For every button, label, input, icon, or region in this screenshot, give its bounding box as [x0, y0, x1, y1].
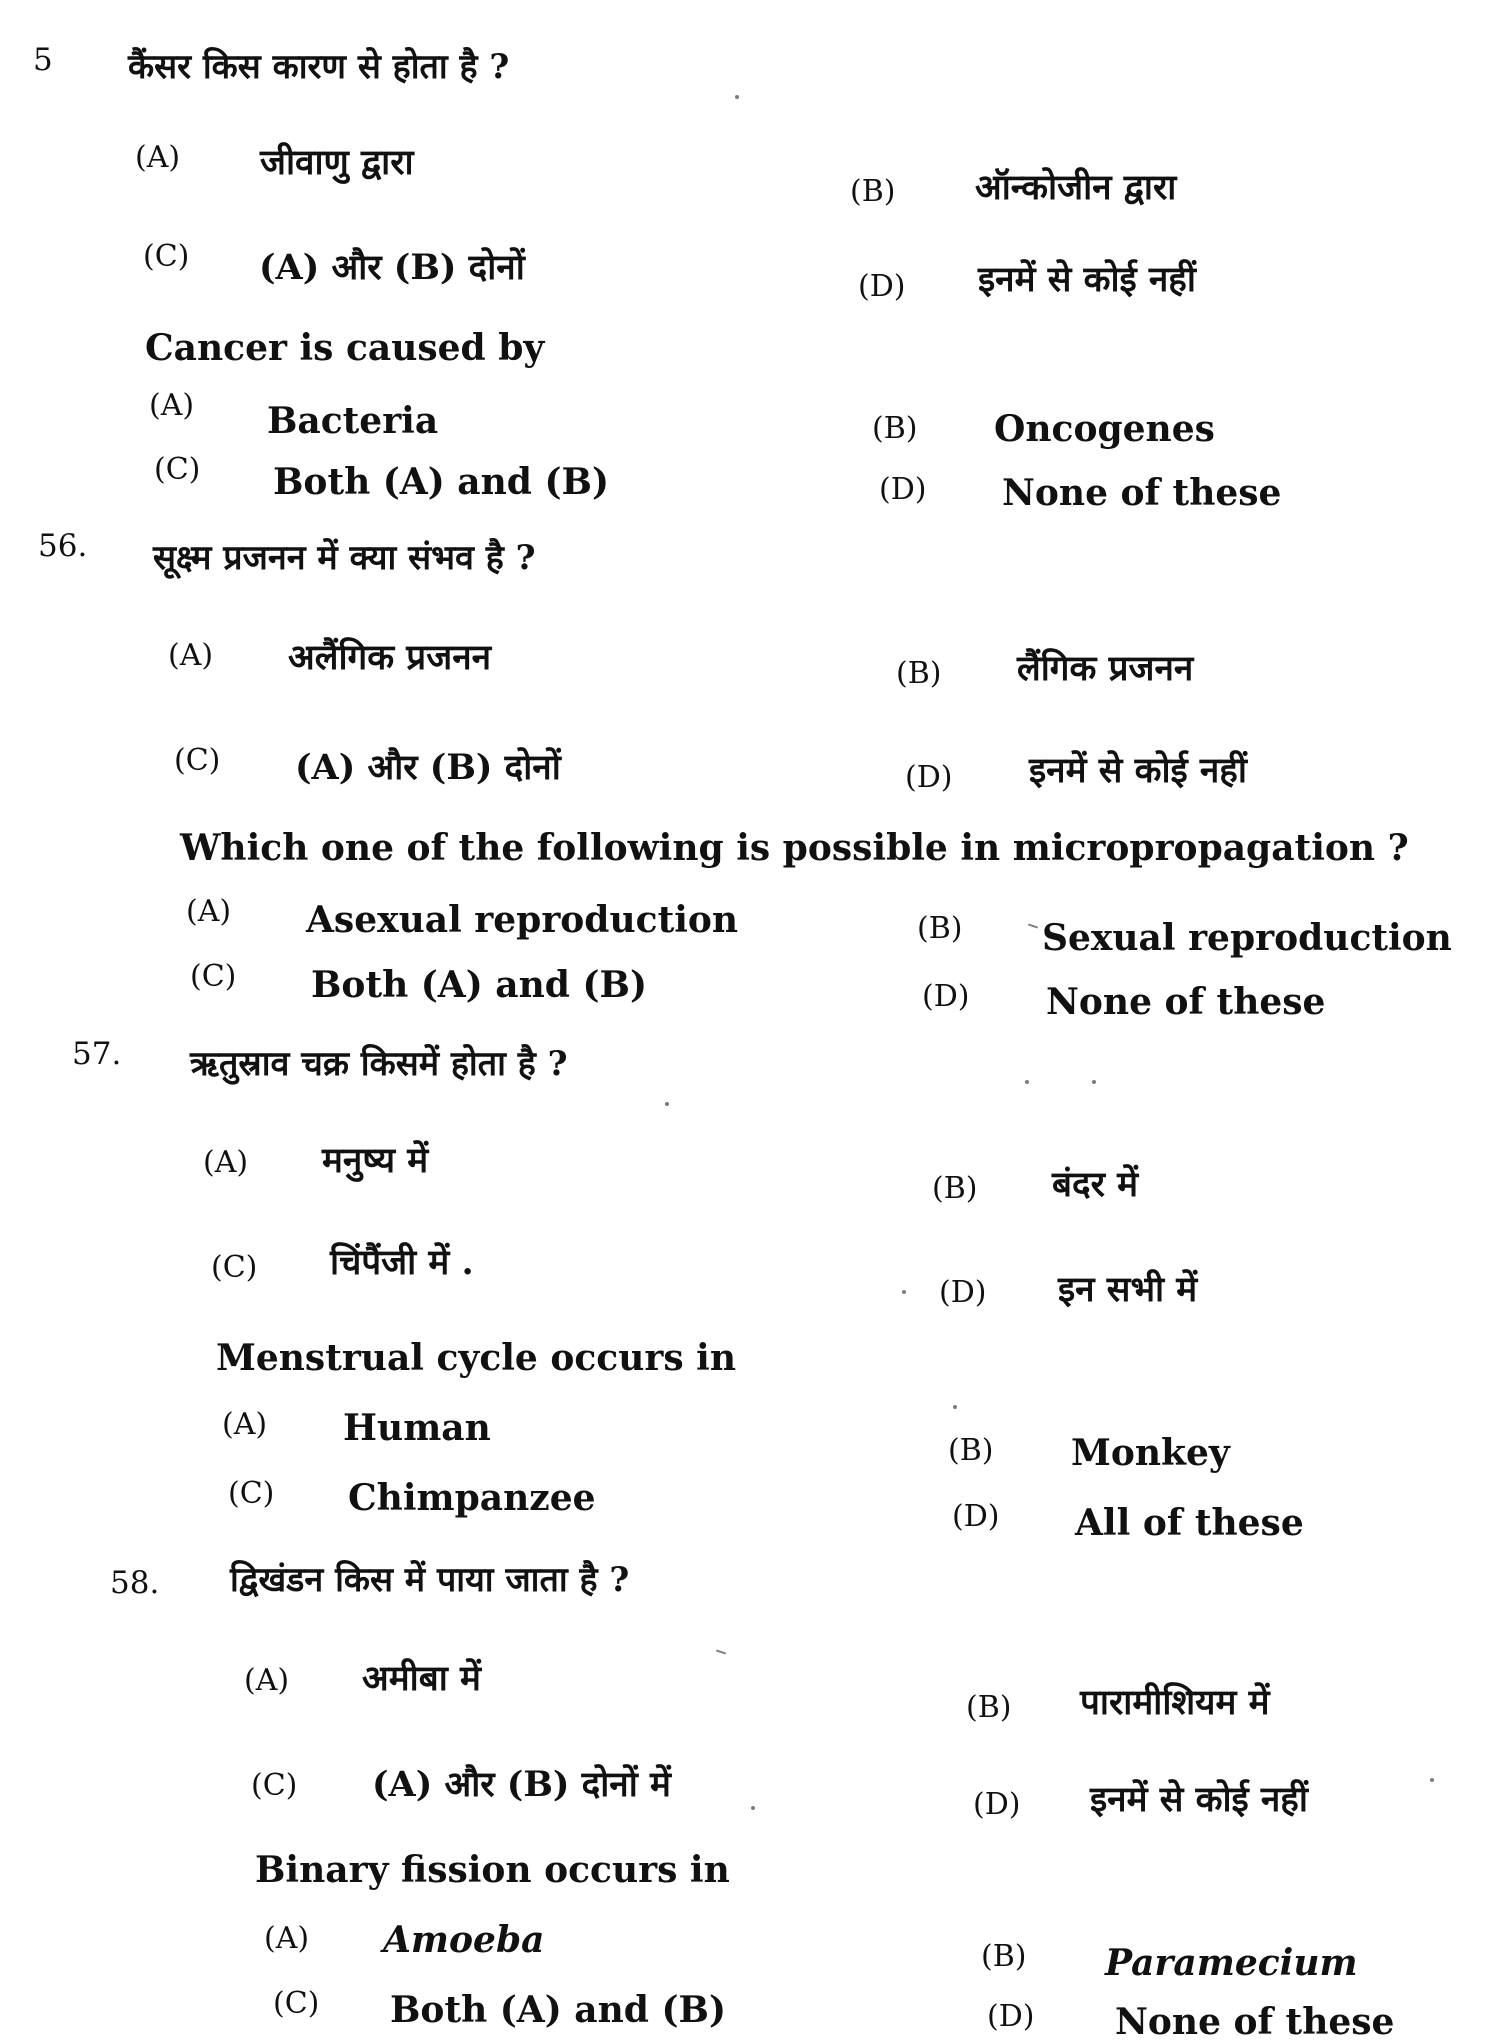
option-label-a: (A)	[135, 140, 181, 175]
question-english: Menstrual cycle occurs in	[216, 1337, 737, 1379]
option-hindi-d: इन सभी में	[1058, 1269, 1198, 1310]
option-hindi-a: जीवाणु द्वारा	[260, 142, 414, 183]
option-english-b: Sexual reproduction	[1042, 917, 1452, 959]
option-label-b: (B)	[896, 656, 942, 691]
option-hindi-b: पारामीशियम में	[1080, 1682, 1270, 1723]
option-label-d: (D)	[922, 979, 970, 1014]
option-hindi-c: (A) और (B) दोनों में	[372, 1764, 671, 1805]
scan-speck	[751, 1806, 755, 1810]
option-label-d: (D)	[973, 1787, 1021, 1822]
option-label-a: (A)	[168, 638, 214, 673]
option-hindi-d: इनमें से कोई नहीं	[1029, 750, 1247, 791]
option-label-b: (B)	[872, 411, 918, 446]
scan-speck	[1092, 1080, 1096, 1084]
option-english-a: Human	[343, 1407, 491, 1449]
question-number: 57.	[72, 1036, 122, 1072]
option-hindi-a: अलैंगिक प्रजनन	[288, 637, 492, 678]
option-label-d: (D)	[905, 760, 953, 795]
option-label-b: (B)	[932, 1171, 978, 1206]
question-number: 5	[33, 42, 53, 78]
question-english: Cancer is caused by	[145, 327, 545, 369]
option-label-a: (A)	[203, 1145, 249, 1180]
option-english-b: Oncogenes	[994, 408, 1215, 450]
option-hindi-a: अमीबा में	[362, 1658, 481, 1699]
option-label-c: (C)	[273, 1986, 320, 2021]
option-label-a: (A)	[264, 1921, 310, 1956]
question-hindi: कैंसर किस कारण से होता है ?	[128, 47, 510, 87]
question-number: 56.	[38, 528, 88, 564]
option-label-b: (B)	[917, 911, 963, 946]
option-label-d: (D)	[987, 1999, 1035, 2034]
option-english-c: Chimpanzee	[348, 1477, 596, 1519]
scan-speck	[665, 1102, 669, 1106]
option-label-b: (B)	[966, 1690, 1012, 1725]
option-english-a: Asexual reproduction	[306, 899, 739, 941]
scan-mark	[1028, 924, 1038, 929]
scan-speck	[1430, 1778, 1434, 1782]
option-english-a: Bacteria	[267, 400, 439, 442]
option-label-c: (C)	[143, 239, 190, 274]
option-label-d: (D)	[879, 472, 927, 507]
option-english-d: None of these	[1002, 472, 1282, 514]
question-hindi: ऋतुस्राव चक्र किसमें होता है ?	[190, 1044, 568, 1084]
option-hindi-c: चिंपैंजी में .	[330, 1242, 474, 1283]
option-label-a: (A)	[244, 1663, 290, 1698]
option-english-c: Both (A) and (B)	[273, 461, 610, 503]
question-english: Binary fission occurs in	[255, 1849, 730, 1891]
option-english-b: Monkey	[1071, 1432, 1230, 1474]
option-label-a: (A)	[222, 1407, 268, 1442]
option-label-a: (A)	[186, 894, 232, 929]
option-label-a: (A)	[149, 388, 195, 423]
option-english-d: None of these	[1046, 981, 1326, 1023]
option-hindi-c: (A) और (B) दोनों	[259, 247, 525, 288]
option-label-c: (C)	[190, 959, 237, 994]
option-english-a: Amoeba	[383, 1919, 545, 1961]
option-english-d: All of these	[1075, 1502, 1304, 1544]
scan-mark	[716, 1650, 726, 1655]
option-label-c: (C)	[154, 452, 201, 487]
option-label-c: (C)	[251, 1768, 298, 1803]
option-hindi-c: (A) और (B) दोनों	[295, 747, 561, 788]
option-hindi-b: बंदर में	[1052, 1164, 1139, 1205]
scan-speck	[953, 1405, 957, 1409]
option-label-d: (D)	[939, 1275, 987, 1310]
option-label-b: (B)	[948, 1433, 994, 1468]
question-hindi: द्विखंडन किस में पाया जाता है ?	[230, 1560, 630, 1600]
option-hindi-d: इनमें से कोई नहीं	[1090, 1779, 1308, 1820]
question-number: 58.	[110, 1565, 160, 1601]
option-label-d: (D)	[952, 1499, 1000, 1534]
scan-speck	[1025, 1080, 1029, 1084]
option-english-c: Both (A) and (B)	[390, 1989, 727, 2031]
option-label-c: (C)	[211, 1250, 258, 1285]
scan-speck	[735, 95, 739, 99]
option-english-d: None of these	[1115, 2001, 1395, 2043]
question-hindi: सूक्ष्म प्रजनन में क्या संभव है ?	[153, 538, 536, 578]
option-hindi-b: लैंगिक प्रजनन	[1017, 648, 1194, 689]
option-english-c: Both (A) and (B)	[311, 964, 648, 1006]
option-hindi-d: इनमें से कोई नहीं	[978, 259, 1196, 300]
scan-speck	[902, 1290, 906, 1294]
option-hindi-b: ऑन्कोजीन द्वारा	[975, 167, 1177, 208]
option-label-b: (B)	[850, 174, 896, 209]
question-english: Which one of the following is possible in micropropagation ?	[180, 827, 1409, 869]
option-label-d: (D)	[858, 269, 906, 304]
option-label-c: (C)	[228, 1476, 275, 1511]
option-hindi-a: मनुष्य में	[322, 1140, 429, 1181]
option-english-b: Paramecium	[1105, 1942, 1358, 1984]
option-label-b: (B)	[981, 1939, 1027, 1974]
option-label-c: (C)	[174, 743, 221, 778]
